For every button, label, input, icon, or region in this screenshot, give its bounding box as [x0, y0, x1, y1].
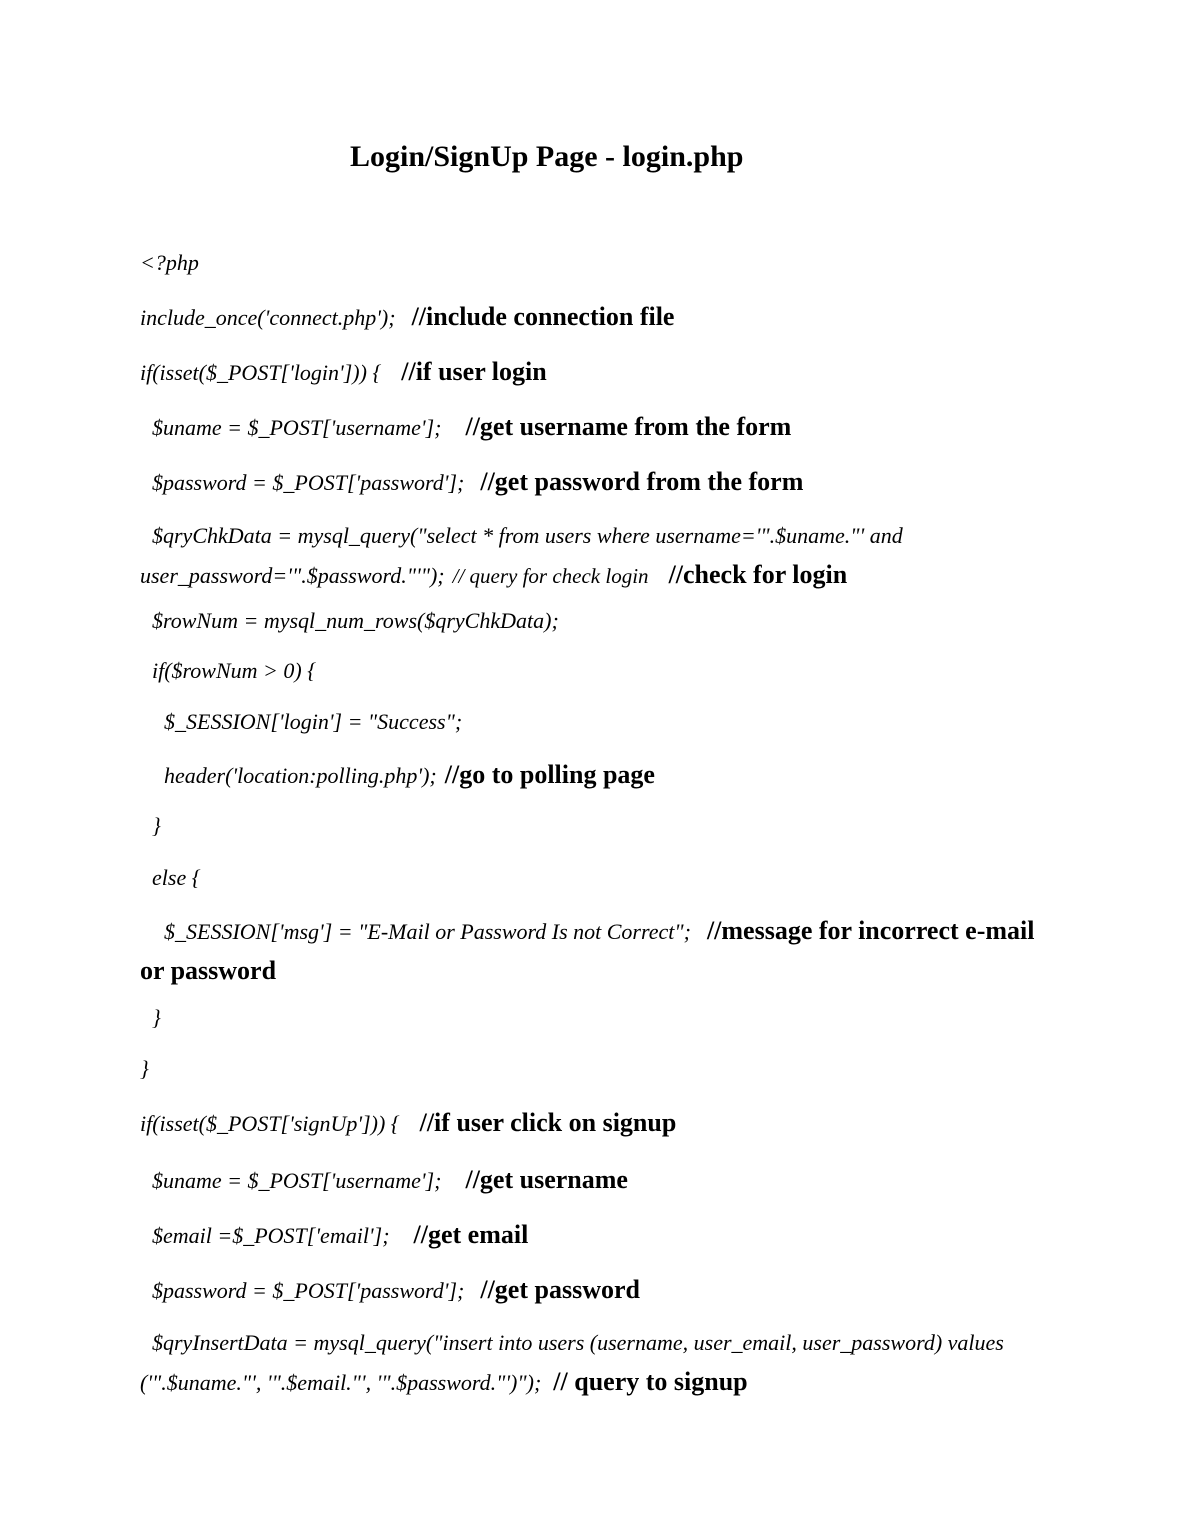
code-text: else { — [152, 865, 201, 890]
code-line — [140, 1325, 1020, 1404]
code-text: } — [140, 1056, 149, 1081]
code-comment: // query to signup — [553, 1367, 748, 1396]
code-line — [152, 865, 1052, 891]
code-line — [152, 1275, 1052, 1305]
code-text: include_once('connect.php'); — [140, 305, 396, 330]
code-line — [152, 658, 1052, 684]
code-text: $uname = $_POST['username']; — [152, 415, 442, 440]
code-text: $uname = $_POST['username']; — [152, 1168, 442, 1193]
code-text: } — [152, 813, 161, 838]
code-line — [140, 518, 970, 597]
code-comment: //get email — [413, 1220, 529, 1249]
code-text: $qryChkData = mysql_query("select * from users where username='".$uname."' and user_password='".$password."'"); — [140, 523, 903, 588]
code-line — [140, 1108, 1040, 1138]
code-comment: //get username from the form — [465, 412, 792, 441]
code-line — [152, 1165, 1052, 1195]
code-line — [164, 760, 1064, 790]
code-text: header('location:polling.php'); — [164, 763, 437, 788]
code-comment: //if user click on signup — [419, 1108, 677, 1137]
code-line — [152, 1005, 1052, 1031]
code-text: } — [152, 1005, 161, 1030]
code-comment: //include connection file — [411, 302, 675, 331]
code-comment: //go to polling page — [444, 760, 655, 789]
code-text: $_SESSION['login'] = "Success"; — [164, 709, 463, 734]
code-text: $password = $_POST['password']; — [152, 470, 465, 495]
code-line — [152, 1220, 1052, 1250]
code-text: $_SESSION['msg'] = "E-Mail or Password Is not Correct"; — [164, 919, 691, 944]
code-line — [140, 250, 1040, 276]
code-text: <?php — [140, 250, 199, 275]
code-comment: //get username — [465, 1165, 628, 1194]
code-text: if($rowNum > 0) { — [152, 658, 317, 683]
code-text: $password = $_POST['password']; — [152, 1278, 465, 1303]
code-line — [152, 608, 1052, 634]
page-title: Login/SignUp Page - login.php — [350, 140, 744, 173]
code-line — [140, 1056, 1040, 1082]
code-comment: //get password — [480, 1275, 640, 1304]
code-comment: //get password from the form — [480, 467, 804, 496]
code-line — [152, 412, 1052, 442]
code-line — [140, 302, 1040, 332]
code-line — [152, 467, 1052, 497]
code-line — [152, 813, 1052, 839]
code-line — [140, 357, 1040, 387]
code-comment: //message for incorrect e-mail or password — [140, 916, 1035, 985]
code-comment: //if user login — [401, 357, 547, 386]
code-text: if(isset($_POST['login'])) { — [140, 360, 382, 385]
code-text: $rowNum = mysql_num_rows($qryChkData); — [152, 608, 559, 633]
code-text: $email =$_POST['email']; — [152, 1223, 390, 1248]
code-comment: //check for login — [668, 560, 848, 589]
code-comment-inline: // query for check login — [452, 564, 649, 588]
code-line — [164, 709, 1064, 735]
code-text: $qryInsertData = mysql_query("insert into users (username, user_email, user_password) values ('".$uname."', '".$email."', '".$password."')"); — [140, 1330, 1004, 1395]
code-line — [140, 913, 1040, 993]
code-text: if(isset($_POST['signUp'])) { — [140, 1111, 400, 1136]
